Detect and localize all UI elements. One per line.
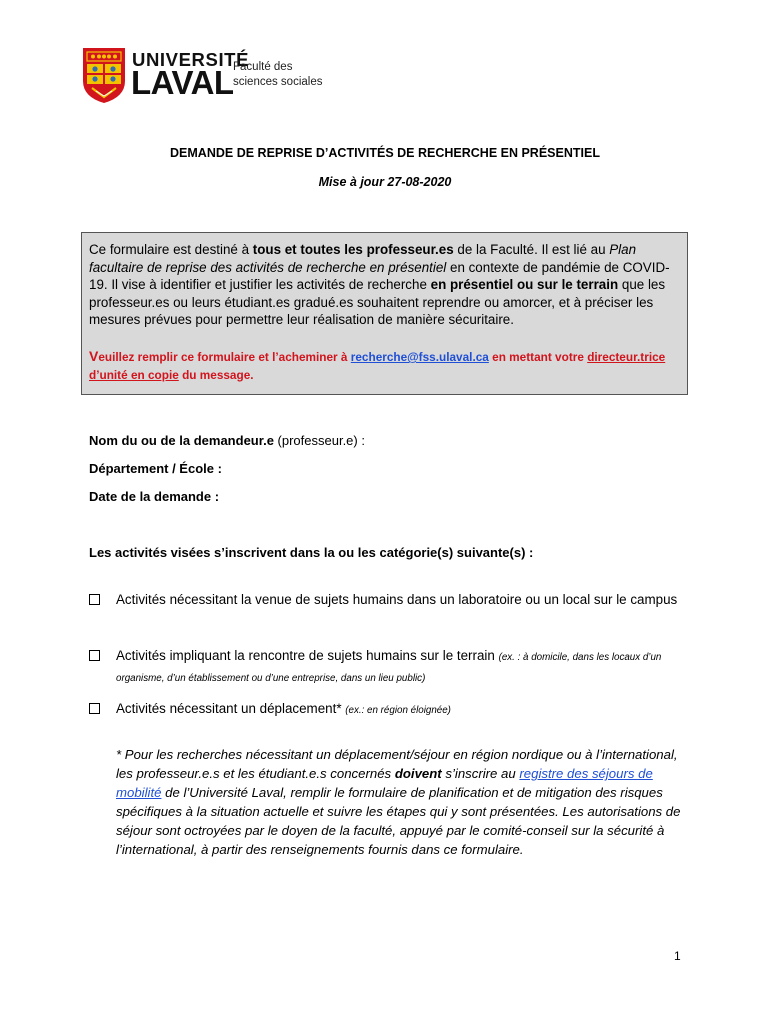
requester-name-label: Nom du ou de la demandeur.e bbox=[89, 433, 274, 448]
footnote-text: de l’Université Laval, remplir le formulaire de planification et de mitigation des risques spécifiques à la situation actuelle et suivre les étapes qui y sont présentées. Les autorisations de séjour sont octroyées par le doyen de la faculté, appuyé par le comité-conseil sur la sécurité à l’international, à partir des renseignements fournis dans ce formulaire. bbox=[116, 785, 681, 857]
university-shield-logo bbox=[82, 47, 126, 104]
mobility-registry-link[interactable]: registre des séjours de mobilité bbox=[116, 766, 653, 800]
footnote-text: * Pour les recherches nécessitant un déplacement/séjour en région nordique ou à l’international, les professeur.e.s et les étudiant.e.s concernés bbox=[116, 747, 678, 781]
checkbox-travel[interactable] bbox=[89, 703, 100, 714]
instructions-text: en mettant votre bbox=[488, 350, 588, 364]
checkbox-field-subjects[interactable] bbox=[89, 650, 100, 661]
faculty-line2: sciences sociales bbox=[233, 76, 323, 88]
instructions-text: euillez remplir ce formulaire et l’acheminer à bbox=[98, 350, 351, 364]
instructions-initial: V bbox=[89, 348, 99, 364]
university-name-line2: LAVAL bbox=[131, 64, 234, 101]
requester-name-field[interactable] bbox=[89, 433, 365, 448]
intro-text: de la Faculté. Il est lié au bbox=[453, 242, 610, 257]
requester-name-note: (professeur.e) : bbox=[273, 433, 365, 448]
intro-text: en contexte de pandémie de COVID-19. Il vise à identifier et justifier les activités de recherche bbox=[89, 259, 670, 292]
instructions-text: du message. bbox=[178, 368, 254, 382]
travel-footnote bbox=[116, 745, 696, 859]
footnote-bold: doivent bbox=[394, 766, 442, 781]
request-date-field[interactable]: Date de la demande : bbox=[89, 489, 220, 504]
option-text: Activités nécessitant la venue de sujets humains dans un laboratoire ou un local sur le campus bbox=[116, 592, 678, 607]
email-link[interactable]: recherche@fss.ulaval.ca bbox=[350, 350, 489, 364]
intro-bold-mode: en présentiel ou sur le terrain bbox=[430, 277, 619, 292]
intro-bold-audience: tous et toutes les professeur.es bbox=[252, 242, 454, 257]
university-name-line1: UNIVERSITÉ bbox=[132, 49, 250, 70]
categories-heading: Les activités visées s’inscrivent dans la ou les catégorie(s) suivante(s) : bbox=[89, 545, 534, 560]
intro-paragraph bbox=[89, 241, 681, 329]
option-field-subjects bbox=[116, 646, 691, 688]
faculty-name bbox=[233, 60, 322, 90]
instructions-cc-note: directeur.trice d’unité en copie bbox=[89, 350, 666, 382]
option-lab-subjects bbox=[116, 590, 691, 609]
option-text: Activités nécessitant un déplacement* bbox=[116, 701, 346, 716]
checkbox-lab-subjects[interactable] bbox=[89, 594, 100, 605]
footnote-text: s’inscrire au bbox=[441, 766, 520, 781]
option-travel bbox=[116, 699, 691, 720]
department-field[interactable]: Département / École : bbox=[89, 461, 222, 476]
document-title: DEMANDE DE REPRISE D’ACTIVITÉS DE RECHERCHE EN PRÉSENTIEL bbox=[170, 146, 600, 160]
intro-plan-title: Plan facultaire de reprise des activités de recherche en présentiel bbox=[89, 242, 637, 275]
faculty-line1: Faculté des bbox=[233, 61, 293, 73]
intro-text: que les professeur.es ou leurs étudiant.es gradué.es souhaitent reprendre ou amorcer, et à préciser les mesures prévues pour permettre leur réalisation de manière sécuritaire. bbox=[89, 277, 666, 327]
submission-instructions bbox=[89, 347, 681, 384]
option-note: (ex.: en région éloignée) bbox=[345, 705, 451, 716]
option-note: (ex. : à domicile, dans les locaux d’un organisme, d’un établissement ou d’une entreprise, dans un lieu public) bbox=[116, 652, 662, 684]
option-text: Activités impliquant la rencontre de sujets humains sur le terrain bbox=[116, 648, 499, 663]
page-number: 1 bbox=[674, 949, 681, 963]
intro-text: Ce formulaire est destiné à bbox=[89, 242, 253, 257]
document-update-date: Mise à jour 27-08-2020 bbox=[318, 175, 452, 189]
